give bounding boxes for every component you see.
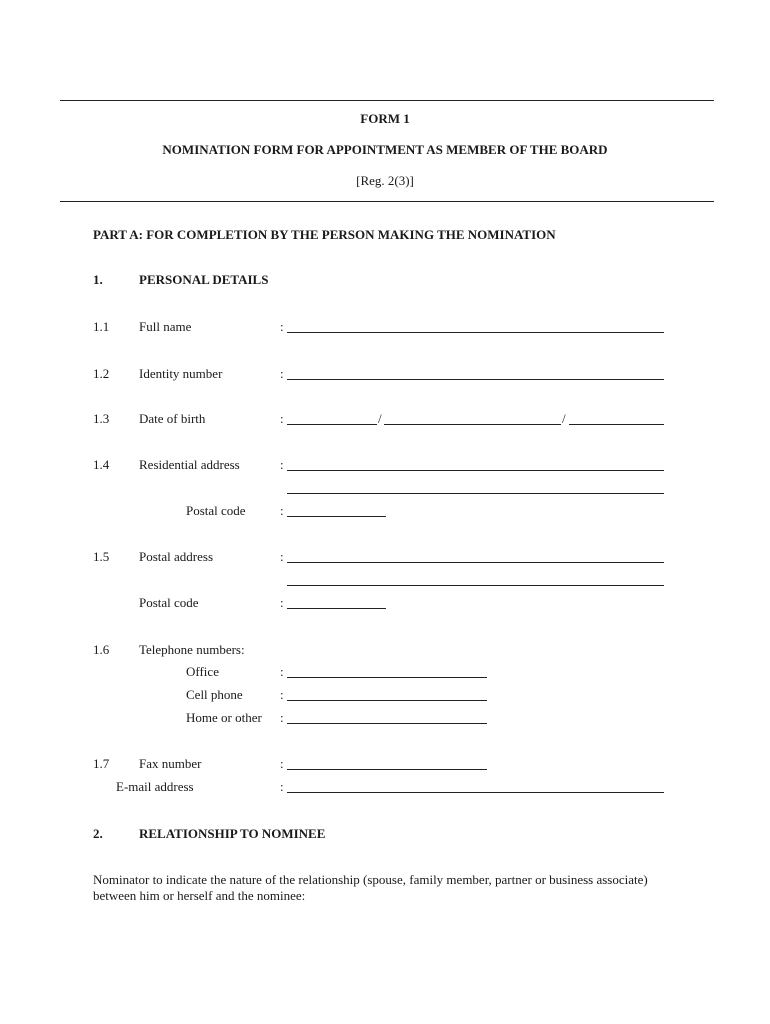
postal-address-line-2[interactable] bbox=[287, 585, 664, 586]
colon: : bbox=[280, 503, 284, 518]
identity-number-field[interactable] bbox=[287, 379, 664, 380]
relationship-instruction: Nominator to indicate the nature of the relationship (spouse, family member, partner or business associate) between him or herself and the nominee: bbox=[93, 872, 648, 903]
email-address-field[interactable] bbox=[287, 792, 664, 793]
email-address-label: E-mail address bbox=[116, 779, 194, 794]
date-of-birth-label: Date of birth bbox=[139, 411, 206, 426]
colon: : bbox=[280, 549, 284, 564]
field-1-1-number: 1.1 bbox=[93, 319, 110, 334]
postal-code-label: Postal code bbox=[139, 595, 199, 610]
colon: : bbox=[280, 664, 284, 679]
residential-postal-code-label: Postal code bbox=[186, 503, 246, 518]
residential-address-label: Residential address bbox=[139, 457, 240, 472]
residential-address-line-2[interactable] bbox=[287, 493, 664, 494]
office-phone-field[interactable] bbox=[287, 677, 487, 678]
colon: : bbox=[280, 595, 284, 610]
office-phone-label: Office bbox=[186, 664, 219, 679]
identity-number-label: Identity number bbox=[139, 366, 223, 381]
cell-phone-label: Cell phone bbox=[186, 687, 243, 702]
fax-number-field[interactable] bbox=[287, 769, 487, 770]
postal-address-line-1[interactable] bbox=[287, 562, 664, 563]
home-phone-field[interactable] bbox=[287, 723, 487, 724]
full-name-field[interactable] bbox=[287, 332, 664, 333]
full-name-label: Full name bbox=[139, 319, 192, 334]
field-1-3-number: 1.3 bbox=[93, 411, 110, 426]
dob-year-field[interactable] bbox=[569, 424, 664, 425]
section-1-title: PERSONAL DETAILS bbox=[139, 272, 269, 287]
colon: : bbox=[280, 710, 284, 725]
regulation-reference: [Reg. 2(3)] bbox=[356, 173, 414, 188]
postal-address-label: Postal address bbox=[139, 549, 214, 564]
fax-number-label: Fax number bbox=[139, 756, 202, 771]
colon: : bbox=[280, 457, 284, 472]
section-2-number: 2. bbox=[93, 826, 103, 841]
top-rule bbox=[60, 100, 714, 101]
header-bottom-rule bbox=[60, 201, 714, 202]
field-1-4-number: 1.4 bbox=[93, 457, 110, 472]
date-separator: / bbox=[562, 411, 566, 426]
colon: : bbox=[280, 319, 284, 334]
field-1-2-number: 1.2 bbox=[93, 366, 110, 381]
dob-month-field[interactable] bbox=[384, 424, 561, 425]
form-number: FORM 1 bbox=[360, 111, 410, 126]
residential-address-line-1[interactable] bbox=[287, 470, 664, 471]
field-1-5-number: 1.5 bbox=[93, 549, 110, 564]
field-1-7-number: 1.7 bbox=[93, 756, 110, 771]
colon: : bbox=[280, 779, 284, 794]
residential-postal-code-field[interactable] bbox=[287, 516, 386, 517]
cell-phone-field[interactable] bbox=[287, 700, 487, 701]
dob-day-field[interactable] bbox=[287, 424, 377, 425]
colon: : bbox=[280, 687, 284, 702]
date-separator: / bbox=[378, 411, 382, 426]
field-1-6-number: 1.6 bbox=[93, 642, 110, 657]
telephone-numbers-label: Telephone numbers: bbox=[139, 642, 245, 657]
colon: : bbox=[280, 411, 284, 426]
home-phone-label: Home or other bbox=[186, 710, 262, 725]
part-a-heading: PART A: FOR COMPLETION BY THE PERSON MAKING THE NOMINATION bbox=[93, 227, 556, 242]
section-2-title: RELATIONSHIP TO NOMINEE bbox=[139, 826, 326, 841]
colon: : bbox=[280, 756, 284, 771]
colon: : bbox=[280, 366, 284, 381]
form-title: NOMINATION FORM FOR APPOINTMENT AS MEMBER OF THE BOARD bbox=[162, 142, 608, 157]
postal-code-field[interactable] bbox=[287, 608, 386, 609]
section-1-number: 1. bbox=[93, 272, 103, 287]
